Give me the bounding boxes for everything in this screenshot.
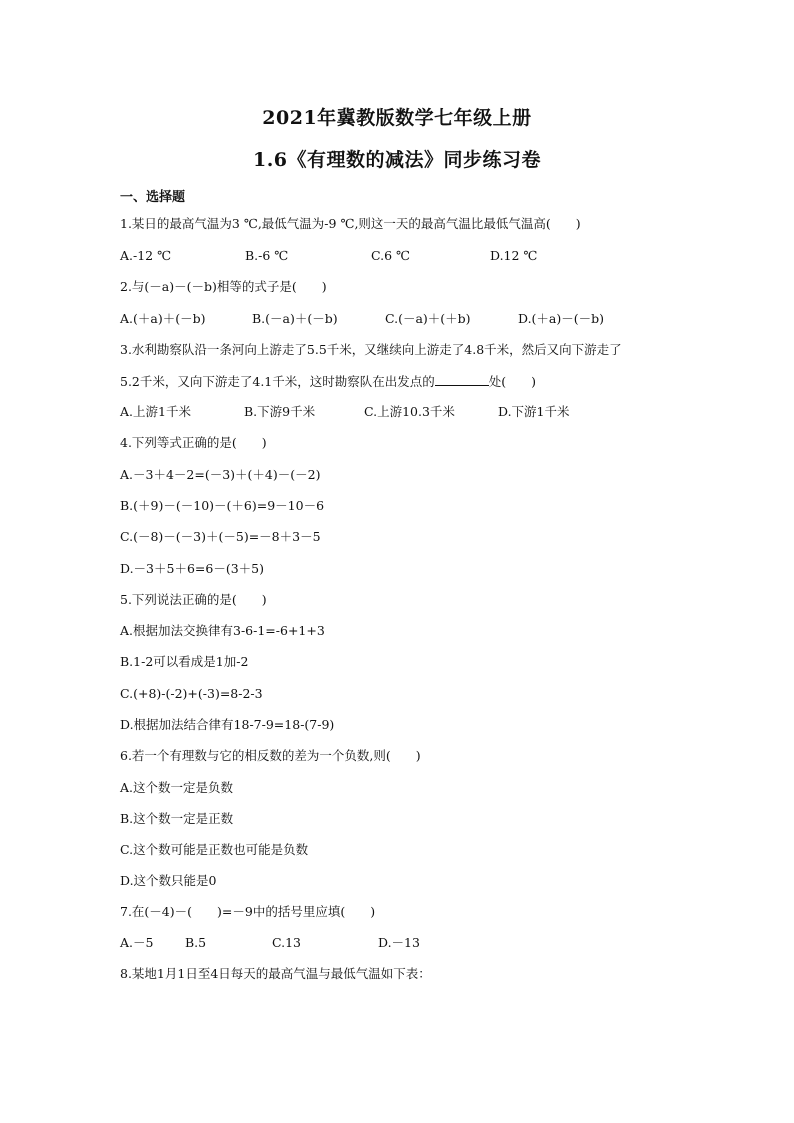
question-2: 2.与(－a)－(－b)相等的式子是( ) — [120, 279, 327, 294]
q1-option-d: D.12 ℃ — [490, 248, 538, 263]
question-5: 5.下列说法正确的是( ) — [120, 592, 267, 607]
q3-option-b: B.下游9千米 — [244, 404, 316, 419]
q5-option-c: C.(+8)-(-2)+(-3)=8-2-3 — [120, 686, 263, 701]
question-4: 4.下列等式正确的是( ) — [120, 435, 267, 450]
q1-option-a: A.-12 ℃ — [120, 248, 172, 263]
q1-option-b: B.-6 ℃ — [245, 248, 289, 263]
q2-option-b: B.(－a)＋(－b) — [252, 311, 338, 326]
document-title: 2021年冀教版数学七年级上册 — [262, 107, 532, 129]
q4-option-b: B.(＋9)－(－10)－(＋6)=9－10－6 — [120, 498, 325, 513]
section-heading: 一、选择题 — [120, 190, 186, 205]
q4-option-a: A.－3＋4－2=(－3)＋(＋4)－(－2) — [120, 467, 321, 482]
question-3-text: 5.2千米，又向下游走了4.1千米，这时勘察队在出发点的 — [120, 374, 435, 389]
q7-option-c: C.13 — [272, 935, 301, 950]
q7-option-a: A.－5 — [120, 935, 154, 950]
q2-option-a: A.(＋a)＋(－b) — [120, 311, 206, 326]
question-3-text-end: 处( ) — [488, 374, 537, 389]
q5-option-a: A.根据加法交换律有3-6-1=-6+1+3 — [120, 623, 325, 638]
q2-option-c: C.(－a)＋(＋b) — [385, 311, 471, 326]
answer-blank — [435, 373, 489, 386]
q6-option-c: C.这个数可能是正数也可能是负数 — [120, 842, 309, 857]
question-8: 8.某地1月1日至4日每天的最高气温与最低气温如下表： — [120, 966, 431, 981]
q3-option-d: D.下游1千米 — [498, 404, 570, 419]
q4-option-c: C.(－8)－(－3)＋(－5)=－8＋3－5 — [120, 529, 321, 544]
question-6: 6.若一个有理数与它的相反数的差为一个负数,则( ) — [120, 748, 421, 763]
question-1: 1.某日的最高气温为3 ℃,最低气温为-9 ℃,则这一天的最高气温比最低气温高( ) — [120, 216, 581, 231]
question-3-line-1: 3.水利勘察队沿一条河向上游走了5.5千米，又继续向上游走了4.8千米，然后又向下游走了 — [120, 342, 622, 357]
q7-option-d: D.－13 — [378, 935, 420, 950]
question-7: 7.在(－4)－( )=－9中的括号里应填( ) — [120, 904, 376, 919]
q1-option-c: C.6 ℃ — [371, 248, 411, 263]
q5-option-b: B.1-2可以看成是1加-2 — [120, 654, 249, 669]
q2-option-d: D.(＋a)－(－b) — [518, 311, 605, 326]
q7-option-b: B.5 — [185, 935, 207, 950]
q3-option-c: C.上游10.3千米 — [364, 404, 455, 419]
q4-option-d: D.－3＋5＋6=6－(3＋5) — [120, 561, 264, 576]
question-3-line-2 — [120, 373, 536, 390]
q6-option-b: B.这个数一定是正数 — [120, 811, 234, 826]
document-subtitle: 1.6《有理数的减法》同步练习卷 — [252, 149, 542, 171]
q5-option-d: D.根据加法结合律有18-7-9=18-(7-9) — [120, 717, 335, 732]
q6-option-a: A.这个数一定是负数 — [120, 780, 234, 795]
q3-option-a: A.上游1千米 — [120, 404, 191, 419]
q6-option-d: D.这个数只能是0 — [120, 873, 217, 888]
